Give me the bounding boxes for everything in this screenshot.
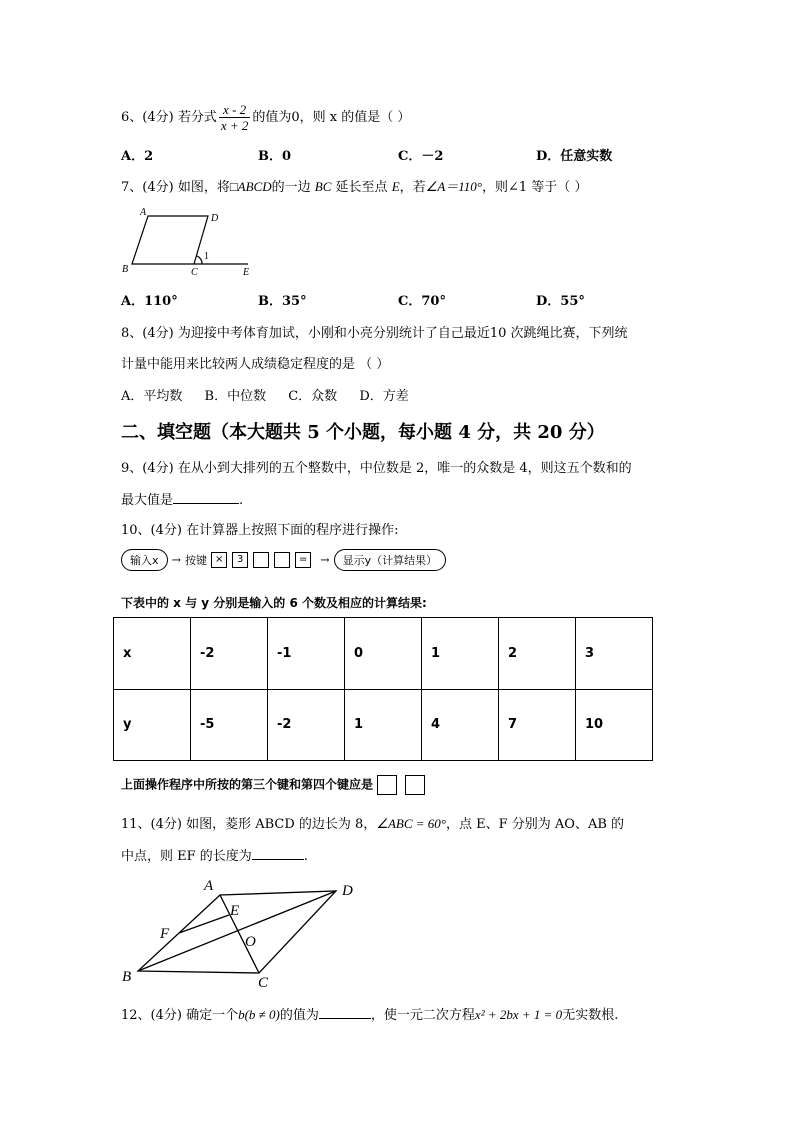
- q7-parallelogram-edges: [132, 216, 208, 264]
- q10-key-blank-1: [253, 552, 269, 568]
- q11-label-d: D: [342, 883, 353, 899]
- q11-line1-c: ，点 E、F 分别为 AO、AB 的: [446, 817, 625, 832]
- q6-suffix: 的值为0，则 x 的值是（ ）: [252, 110, 411, 125]
- q12-equation: x² + 2bx + 1 = 0: [474, 1007, 563, 1022]
- q7-stem-h: ∠A＝110°: [425, 179, 483, 194]
- q10-key-3: 3: [232, 552, 248, 568]
- q9-line1: 9、(4分) 在从小到大排列的五个整数中，中位数是 2，唯一的众数是 4，则这五个数和的: [121, 461, 632, 476]
- q7-stem-b: □ABCD: [229, 179, 272, 194]
- q7-stem-a: 7、(4分) 如图，将: [121, 180, 230, 195]
- table-cell: 1: [422, 618, 499, 690]
- table-cell: 4: [422, 689, 499, 761]
- q10-key-blank-2: [274, 552, 290, 568]
- q7-label-e: E: [243, 267, 250, 278]
- q11-label-a: A: [204, 878, 214, 894]
- table-cell: -2: [191, 618, 268, 690]
- q6-option-c: C．－2: [398, 149, 444, 164]
- q10-stem: 10、(4分) 在计算器上按照下面的程序进行操作:: [121, 523, 399, 538]
- q11-angle-expr: ∠ABC = 60°: [376, 816, 446, 831]
- table-cell: -5: [191, 689, 268, 761]
- q10-input-arrow: →: [171, 553, 181, 567]
- q7-stem-e: 延长至点: [335, 180, 388, 195]
- q11-figure: [118, 875, 368, 990]
- q12-condition: (b ≠ 0): [244, 1007, 280, 1022]
- q9-answer-blank[interactable]: [173, 503, 239, 504]
- q8-line1: 8、(4分) 为迎接中考体育加试，小刚和小亮分别统计了自己最近10 次跳绳比赛，下列统: [121, 326, 628, 341]
- q6-option-b: B．0: [258, 149, 292, 164]
- table-cell: 7: [499, 689, 576, 761]
- q11-label-b: B: [122, 969, 132, 985]
- q11-line1: [121, 813, 624, 832]
- table-cell: 2: [499, 618, 576, 690]
- q12-prefix: 12、(4分) 确定一个: [121, 1008, 239, 1023]
- q7-stem-f: E: [391, 179, 400, 194]
- q7-option-d: D．55°: [536, 294, 585, 309]
- table-cell: -1: [268, 618, 345, 690]
- q7-stem-g: ，若: [399, 180, 426, 195]
- q8-option-c: C．众数: [288, 389, 338, 404]
- q12-mid: 的值为: [279, 1008, 319, 1023]
- table-row: [114, 689, 653, 761]
- table-cell: y: [114, 689, 191, 761]
- q10-answer-prompt: 上面操作程序中所按的第三个键和第四个键应是: [121, 777, 374, 792]
- q8-option-a: A．平均数: [121, 389, 183, 404]
- section-heading-fill-in: 二、填空题（本大题共 5 个小题，每小题 4 分，共 20 分）: [121, 422, 605, 443]
- table-cell: 10: [576, 689, 653, 761]
- q7-option-b: B．35°: [258, 294, 307, 309]
- q11-line2-text: 中点，则 EF 的长度为: [121, 849, 252, 864]
- q8-options: [121, 385, 409, 404]
- q6-prefix: 6、(4分) 若分式: [121, 110, 217, 125]
- q10-press-label: 按键: [185, 554, 208, 567]
- q12-suffix: 无实数根.: [562, 1008, 619, 1023]
- q7-label-1: 1: [204, 251, 209, 262]
- q10-answer-box-1[interactable]: [377, 775, 397, 795]
- q12-after-blank: ，使一元二次方程: [370, 1008, 475, 1023]
- q11-line2-end: .: [303, 849, 308, 864]
- q11-segment-ef: [179, 915, 229, 933]
- q7-label-b: B: [122, 264, 129, 275]
- q9-line2: [121, 489, 243, 508]
- q7-angle-arc: [197, 256, 202, 264]
- table-row: [114, 618, 653, 690]
- q10-input-pill: 输入x: [121, 549, 168, 571]
- table-cell: -2: [268, 689, 345, 761]
- q6-frac-num: x - 2: [219, 102, 251, 118]
- q7-label-d: D: [211, 213, 219, 224]
- q10-key-equals: =: [295, 552, 311, 568]
- q11-line2: [121, 845, 308, 864]
- q12-line: [121, 1004, 618, 1023]
- q8-line2: 计量中能用来比较两人成绩稳定程度的是 （ ）: [121, 357, 390, 372]
- q10-output-pill: 显示y（计算结果）: [334, 549, 447, 571]
- q7-option-a: A．110°: [121, 294, 178, 309]
- q10-key-times: ×: [211, 552, 227, 568]
- q7-label-a: A: [140, 207, 147, 218]
- q12-b: b: [238, 1007, 245, 1022]
- q7-stem-d: BC: [314, 179, 332, 194]
- q6-frac-den: x + 2: [220, 118, 249, 133]
- q7-option-c: C．70°: [398, 294, 446, 309]
- q11-label-o: O: [245, 934, 256, 950]
- q8-option-d: D．方差: [359, 389, 409, 404]
- table-cell: 0: [345, 618, 422, 690]
- q10-answer-line: [121, 775, 425, 795]
- q7-stem-c: 的一边: [271, 180, 311, 195]
- q11-label-f: F: [160, 926, 170, 942]
- q10-table-intro: 下表中的 x 与 y 分别是输入的 6 个数及相应的计算结果:: [121, 596, 427, 610]
- q7-label-c: C: [191, 267, 198, 278]
- q10-output-arrow: →: [320, 553, 330, 567]
- q11-answer-blank[interactable]: [252, 859, 304, 860]
- q6-option-d: D．任意实数: [536, 149, 613, 164]
- q8-option-b: B．中位数: [204, 389, 267, 404]
- table-cell: 1: [345, 689, 422, 761]
- table-cell: x: [114, 618, 191, 690]
- q10-table: [113, 617, 653, 761]
- q11-line1-a: 11、(4分) 如图，菱形 ABCD 的边长为 8，: [121, 817, 377, 832]
- q7-stem: [121, 176, 587, 195]
- table-cell: 3: [576, 618, 653, 690]
- q7-stem-i: ，则∠1 等于（ ）: [482, 180, 588, 195]
- q12-answer-blank[interactable]: [319, 1018, 371, 1019]
- q10-answer-box-2[interactable]: [405, 775, 425, 795]
- q10-flow: [121, 549, 446, 571]
- q9-line2-end: .: [239, 493, 244, 508]
- q9-line2-text: 最大值是: [121, 493, 174, 508]
- q6-stem: [121, 100, 410, 136]
- q6-option-a: A．2: [121, 149, 154, 164]
- q11-label-c: C: [258, 975, 269, 990]
- q11-label-e: E: [230, 903, 240, 919]
- q6-fraction: [219, 102, 251, 133]
- q7-figure: [118, 205, 263, 283]
